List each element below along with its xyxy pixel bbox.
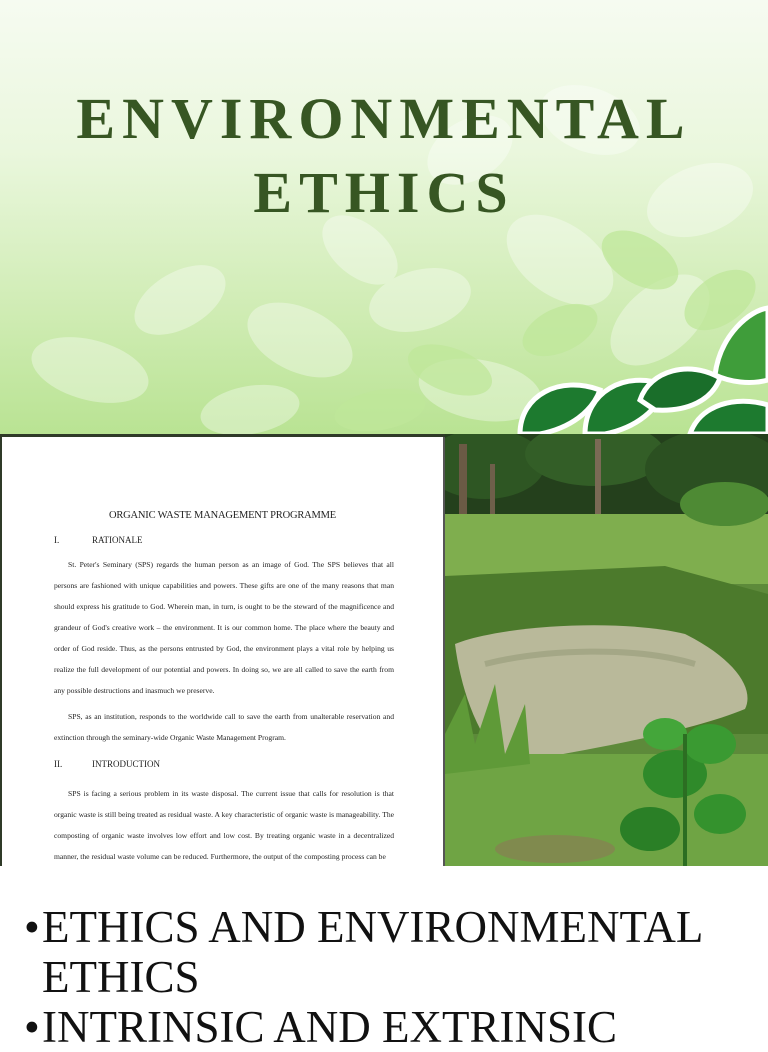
document-title: ORGANIC WASTE MANAGEMENT PROGRAMME [108, 510, 337, 521]
tree-trunk [595, 439, 601, 519]
plant-leaf [684, 724, 736, 764]
bush [680, 482, 768, 526]
bullet-list [24, 902, 768, 1052]
dry-leaves [495, 835, 615, 863]
section-number: I. [54, 535, 60, 545]
title-banner [0, 0, 768, 434]
bullet-item-1: • ETHICS AND ENVIRONMENTAL ETHICS [24, 902, 768, 1002]
title-line-1: ENVIRONMENTAL [76, 86, 692, 151]
dark-leaf [690, 401, 768, 434]
document-paragraph: St. Peter's Seminary (SPS) regards the human person as an image of God. The SPS believes that all persons are fashioned with unique capabilities and powers. These gifts are one of the many reasons that man should express his gratitude to God. Wherein man, in turn, is ought to be the steward of the magnificence and grandeur of God's creative work – the environment. It is our common home. The place where the beauty and order of God reside. Thus, as the persons entrusted by God, the environment plays a vital role by helping us realize the full development of our potential and powers. In doing so, we are all called to save the earth from any possible destructions and inasmuch we preserve. [54, 560, 394, 695]
section-title: RATIONALE [92, 535, 143, 545]
faint-leaf [123, 251, 238, 349]
section-heading-introduction [54, 759, 160, 769]
tree-trunk [490, 464, 495, 519]
faint-leaf [24, 325, 155, 414]
dark-leaf [640, 369, 720, 410]
light-leaf [331, 382, 429, 434]
document-paragraph: SPS is facing a serious problem in its waste disposal. The current issue that calls for resolution is that organic waste is still being treated as residual waste. A key characteristic of organic waste is manageability. The composting of organic waste involves low effort and low cost. By treating organic waste in a decentralized manner, the residual waste volume can be reduced. Furthermore, the output of the composting process can be [54, 789, 394, 861]
plant-stem [683, 734, 687, 866]
plant-leaf [643, 718, 687, 750]
section-number: II. [54, 759, 63, 769]
document-image [2, 437, 445, 866]
tree-trunk [459, 444, 467, 522]
section-title: INTRODUCTION [92, 759, 160, 769]
title-line-2: ETHICS [253, 160, 515, 225]
section-heading-rationale [54, 535, 143, 545]
document-paragraph: SPS, as an institution, responds to the worldwide call to save the earth from unalterable reservation and extinction through the seminary-wide Organic Waste Management Program. [54, 712, 394, 742]
slide-title [0, 82, 768, 230]
bullet-item-2: • INTRINSIC AND EXTRINSIC [24, 1002, 768, 1052]
faint-leaf [236, 287, 365, 392]
plant-leaf [620, 807, 680, 851]
compost-pit-photo [445, 434, 768, 866]
image-strip [0, 434, 768, 866]
faint-leaf [197, 378, 304, 434]
plant-leaf [694, 794, 746, 834]
